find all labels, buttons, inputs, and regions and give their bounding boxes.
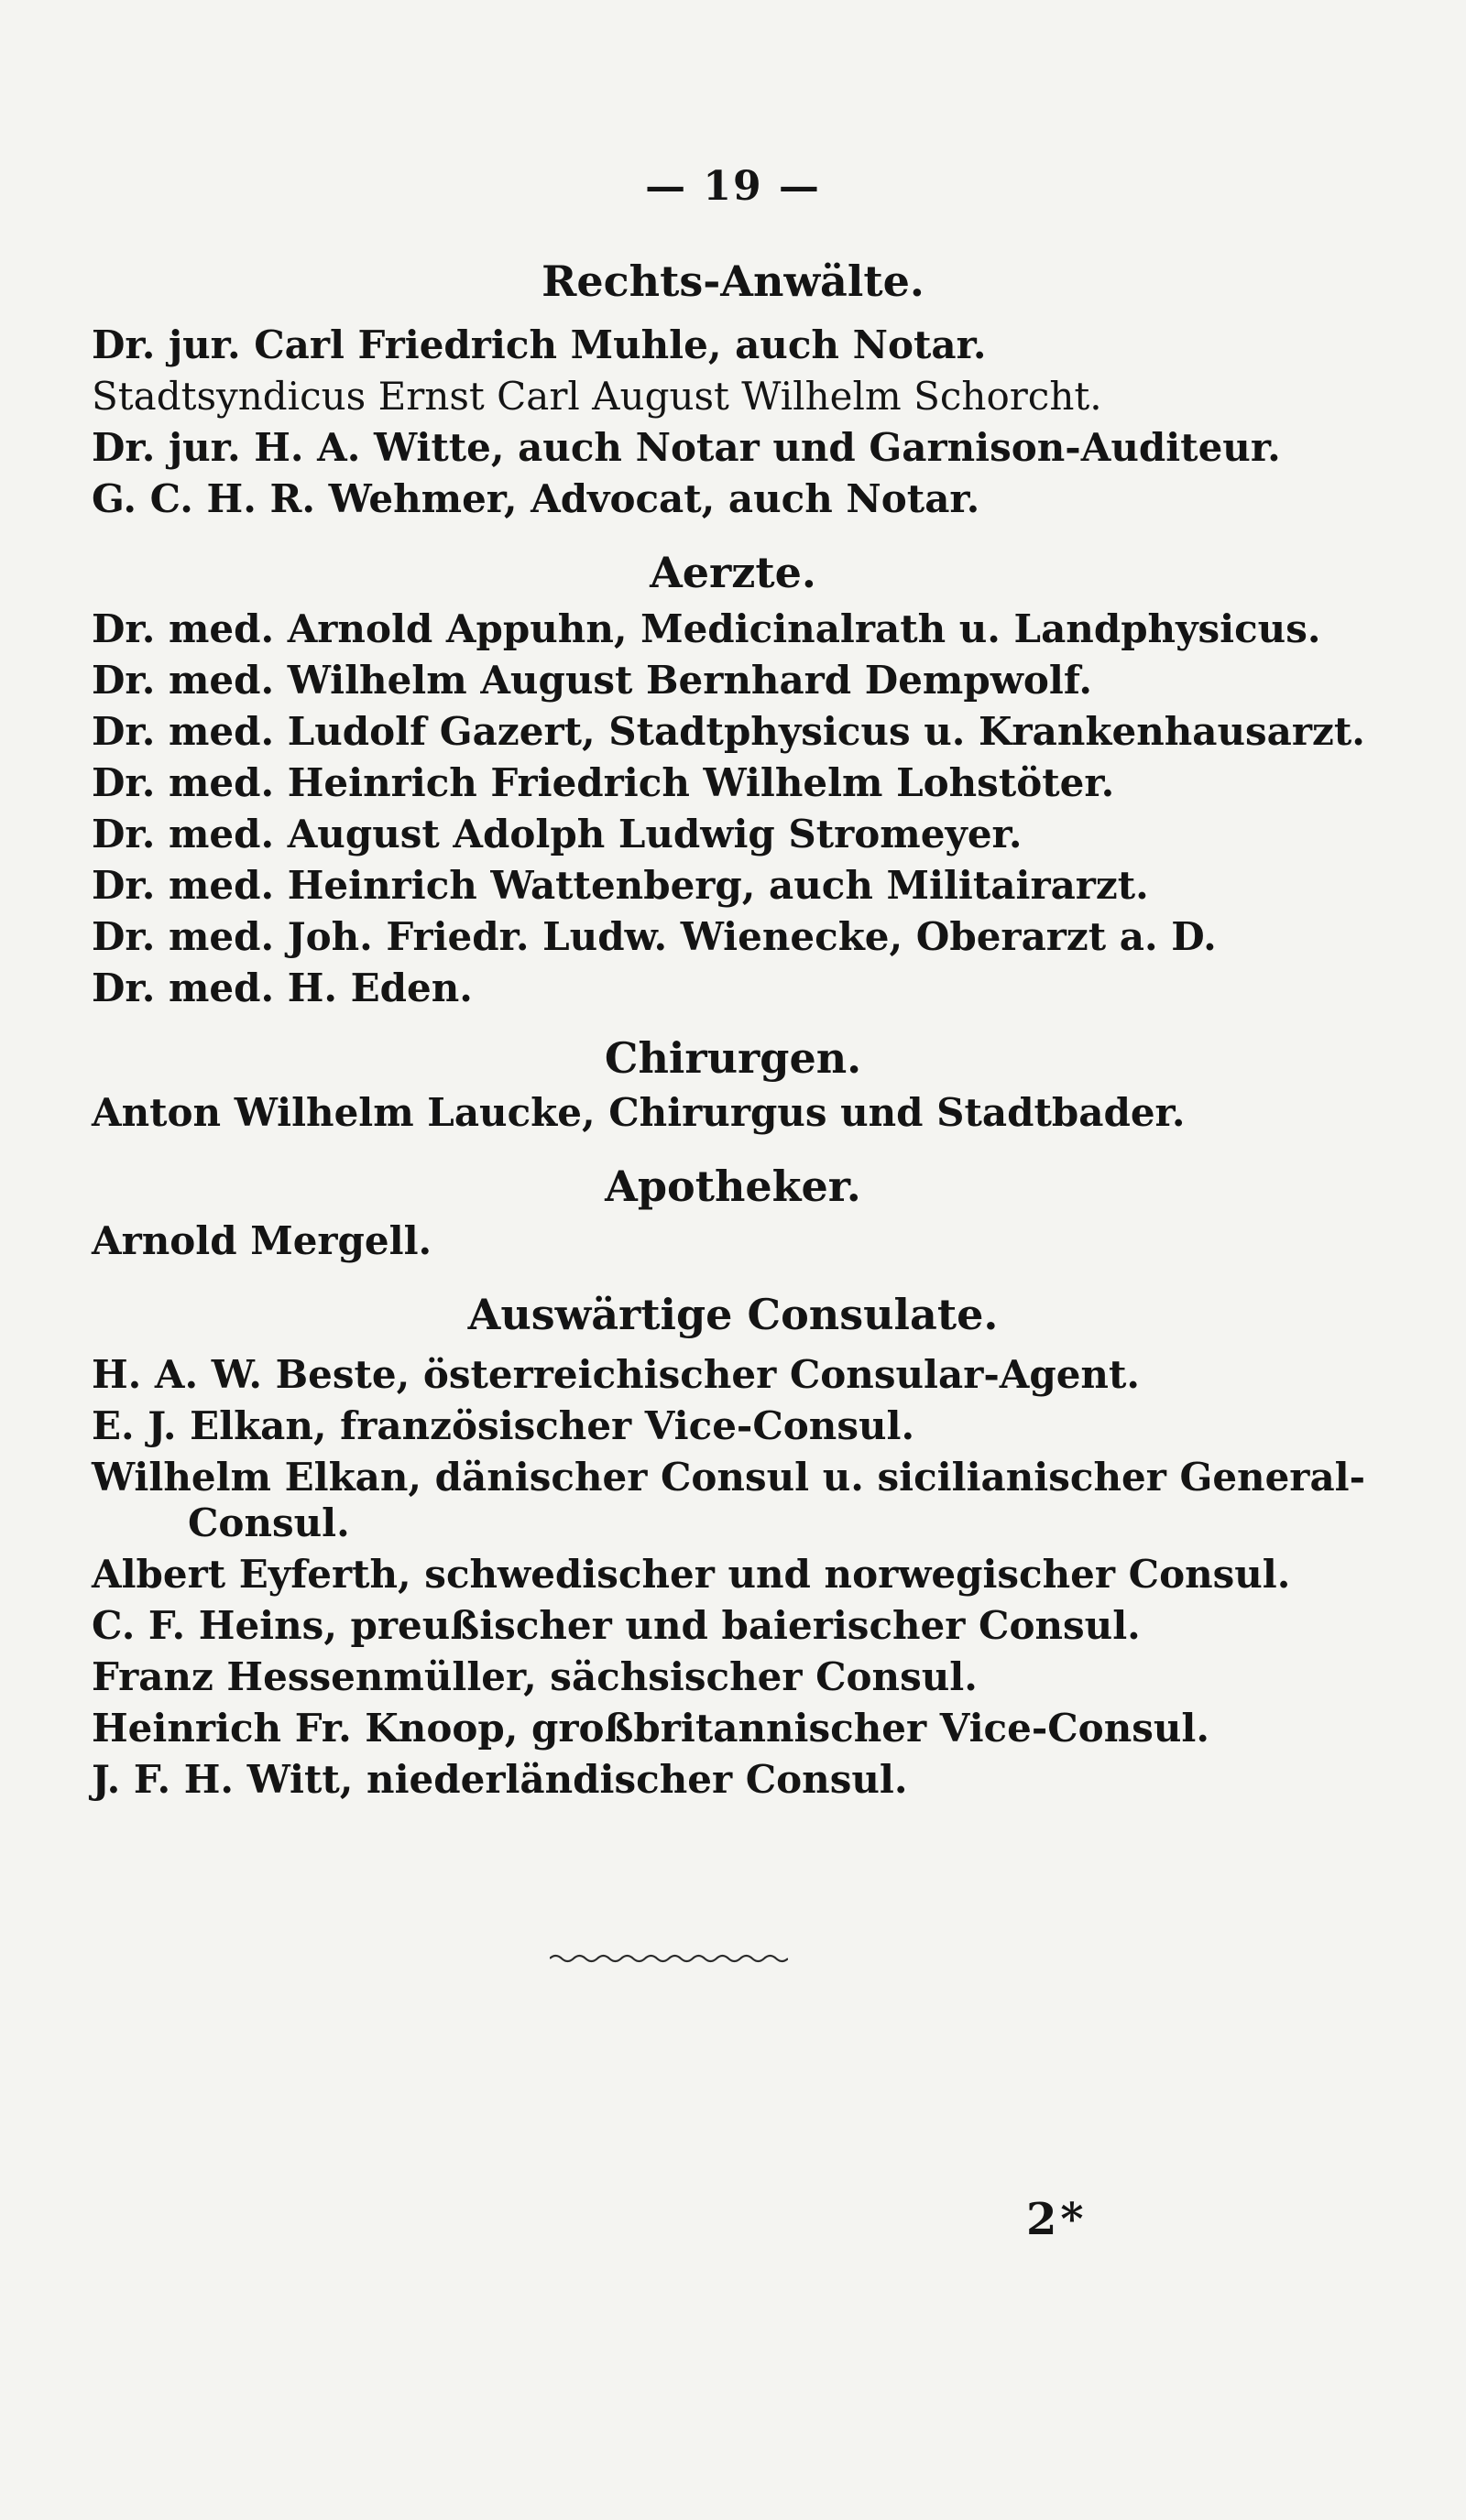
- entry-line: Albert Eyferth, schwedischer und norwegischer Consul.: [92, 1552, 1291, 1597]
- section-heading-aerzte: Aerzte.: [650, 548, 816, 597]
- entry-line: Dr. jur. Carl Friedrich Muhle, auch Notar.: [92, 322, 987, 367]
- entry-line: G. C. H. R. Wehmer, Advocat, auch Notar.: [92, 476, 980, 521]
- section-heading-consulate: Auswärtige Consulate.: [467, 1290, 999, 1339]
- entry-line: Wilhelm Elkan, dänischer Consul u. sicilianischer General-: [92, 1455, 1366, 1500]
- entry-line: Dr. med. Arnold Appuhn, Medicinalrath u. Landphysicus.: [92, 606, 1321, 651]
- entry-line: H. A. W. Beste, österreichischer Consular-Agent.: [92, 1352, 1140, 1397]
- page-number: — 19 —: [645, 163, 821, 210]
- entry-line: Franz Hessenmüller, sächsischer Consul.: [92, 1654, 978, 1699]
- section-heading-rechtsanwaelte: Rechts-Anwälte.: [542, 256, 924, 306]
- entry-line: Heinrich Fr. Knoop, großbritannischer Vice-Consul.: [92, 1706, 1209, 1751]
- entry-line: Stadtsyndicus Ernst Carl August Wilhelm Schorcht.: [92, 374, 1102, 419]
- entry-line: Dr. jur. H. A. Witte, auch Notar und Garnison-Auditeur.: [92, 425, 1281, 470]
- entry-line: Dr. med. Heinrich Wattenberg, auch Militairarzt.: [92, 863, 1149, 908]
- entry-line: Dr. med. H. Eden.: [92, 965, 473, 1010]
- entry-line: J. F. H. Witt, niederländischer Consul.: [92, 1757, 908, 1802]
- entry-line: Dr. med. Joh. Friedr. Ludw. Wienecke, Oberarzt a. D.: [92, 914, 1217, 959]
- entry-line: Dr. med. Wilhelm August Bernhard Dempwolf.: [92, 658, 1093, 703]
- ornamental-rule: [550, 1953, 788, 1964]
- section-heading-apotheker: Apotheker.: [605, 1162, 861, 1211]
- entry-line: Dr. med. Ludolf Gazert, Stadtphysicus u. Krankenhausarzt.: [92, 709, 1365, 754]
- entry-line: E. J. Elkan, französischer Vice-Consul.: [92, 1403, 915, 1448]
- entry-line: C. F. Heins, preußischer und baierischer Consul.: [92, 1603, 1141, 1648]
- entry-line: Dr. med. August Adolph Ludwig Stromeyer.: [92, 812, 1023, 856]
- signature-mark: 2*: [1026, 2194, 1088, 2245]
- entry-line: Anton Wilhelm Laucke, Chirurgus und Stadtbader.: [92, 1090, 1186, 1135]
- entry-line: Arnold Mergell.: [92, 1218, 432, 1263]
- entry-line: Dr. med. Heinrich Friedrich Wilhelm Lohstöter.: [92, 760, 1115, 805]
- section-heading-chirurgen: Chirurgen.: [604, 1033, 862, 1083]
- entry-line-continuation: Consul.: [188, 1500, 350, 1545]
